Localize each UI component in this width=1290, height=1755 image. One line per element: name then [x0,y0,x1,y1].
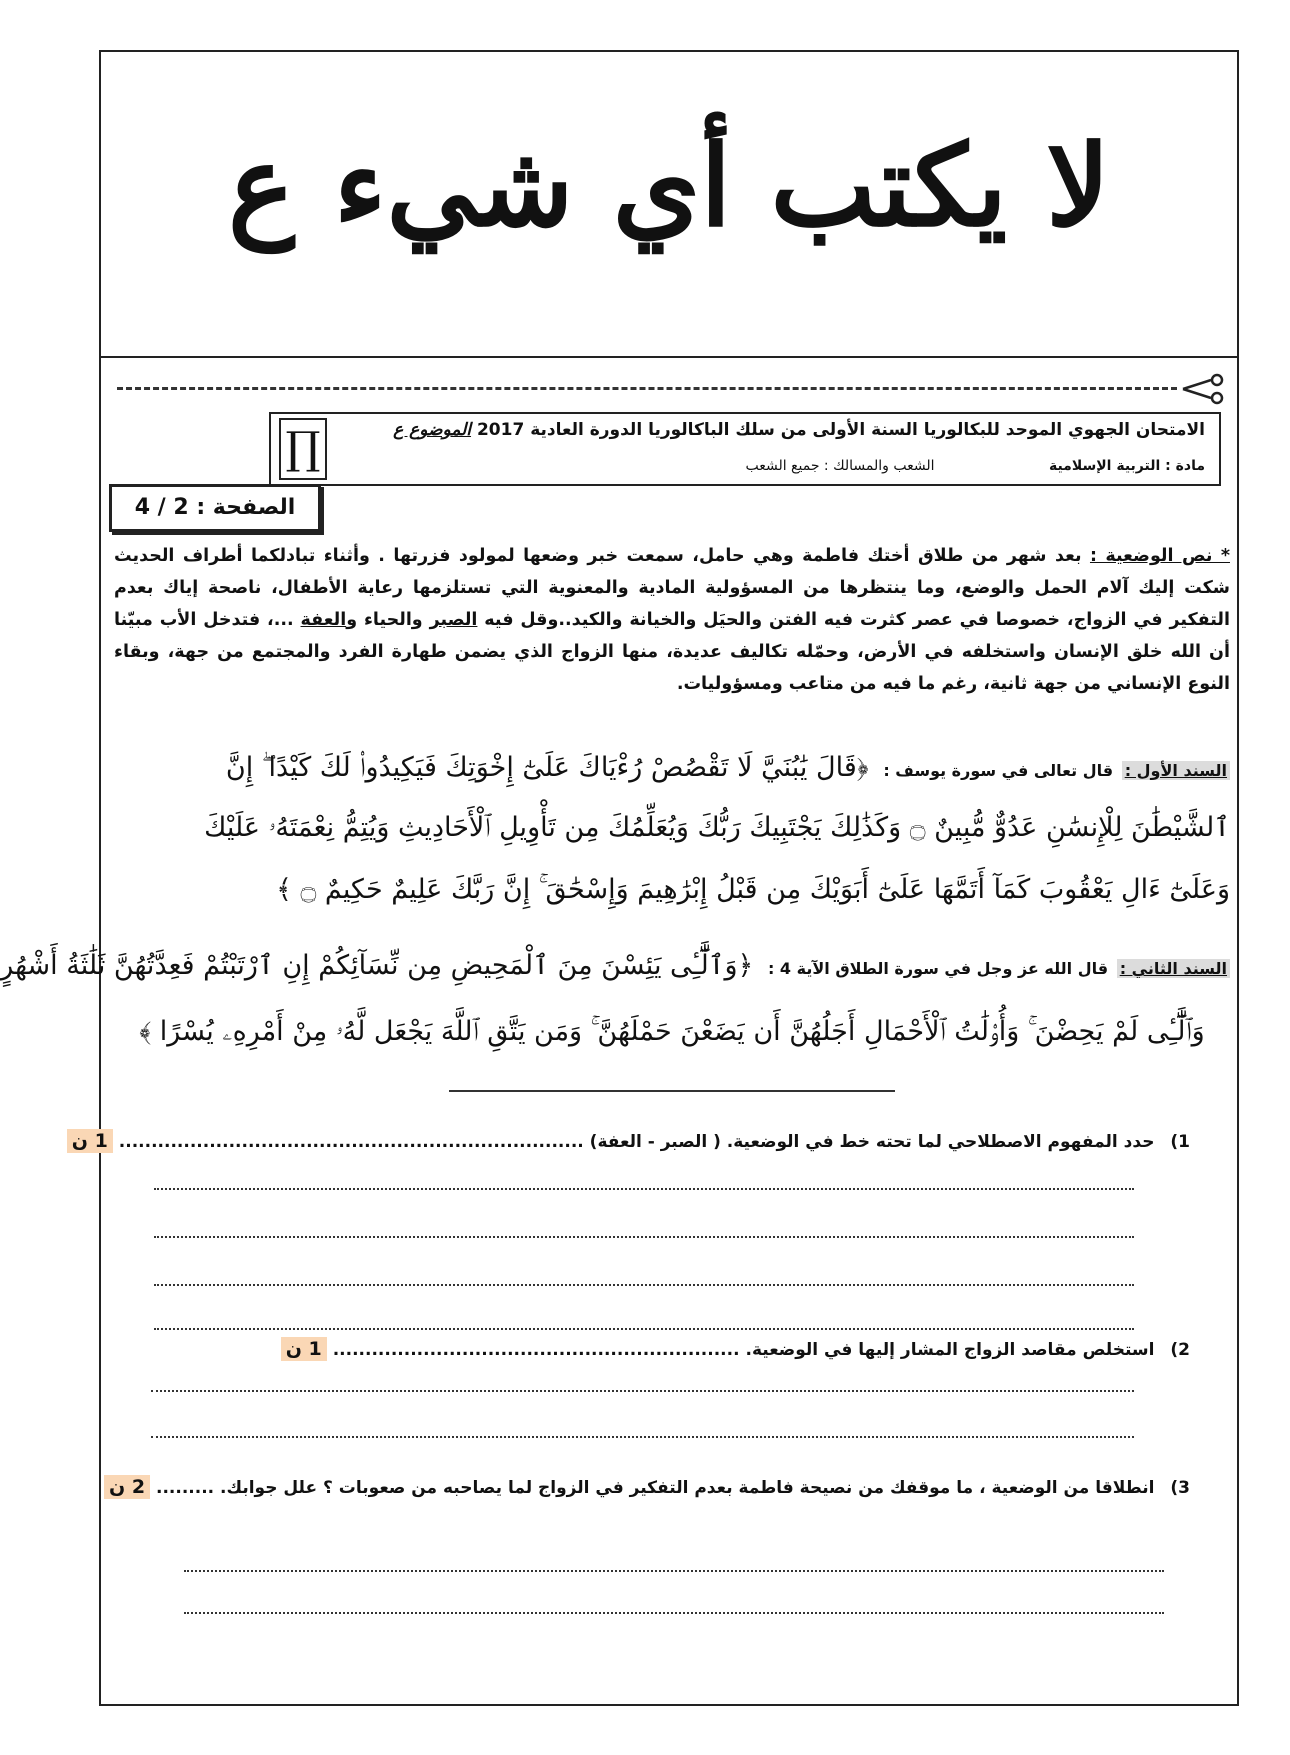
underlined-sabr: الصبر [429,610,478,630]
answer-line[interactable] [154,1328,1134,1330]
sanad1-verse-2: ٱلشَّيْطَٰنَ لِلْإِنسَٰنِ عَدُوٌّ مُّبِينٌ ۝ وَكَذَٰلِكَ يَجْتَبِيكَ رَبُّكَ وَيُعَلِّمُكَ مِن تَأْوِيلِ ٱلْأَحَادِيثِ وَيُتِمُّ نِعْمَتَهُۥ عَلَيْكَ [204,812,1230,843]
exam-title: الامتحان الجهوي الموحد للبكالوريا السنة الأولى من سلك الباكالوريا الدورة العادية 2017 [476,420,1205,440]
answer-line[interactable] [154,1284,1134,1286]
sanad2-verse-2: وَٱلَّٰٓـِٔى لَمْ يَحِضْنَ ۚ وَأُو۟لَٰتُ ٱلْأَحْمَالِ أَجَلُهُنَّ أَن يَضَعْنَ حَمْلَهُنَّ ۚ وَمَن يَتَّقِ ٱللَّهَ يَجْعَل لَّهُۥ مِنْ أَمْرِهِۦ يُسْرًا ﴾ [139,1016,1205,1047]
situation-text [114,540,1230,700]
exam-header-sub-row [341,458,1205,474]
situation-part3: ...، فتدخل الأب مبيّنا أن الله خلق الإنسان واستخلفه في الأرض، وحمّله تكاليف عديدة، منها الزواج الذي يضمن طهارة الفرد والمجتمع من جهة، وبقاء النوع الإنساني من جهة ثانية، رغم ما فيه من متاعب ومسؤوليات. [114,610,1230,694]
exam-header-title-row [341,420,1205,440]
question-3-text: انطلاقا من الوضعية ، ما موقفك من نصيحة فاطمة بعدم التفكير في الزواج لما يصاحبه من صعوبات ؟ علل جوابك. [214,1478,1155,1498]
scissors-icon [1181,374,1227,404]
question-1-dots: ........................................................................ [118,1132,584,1152]
sanad1-line1 [114,752,1230,784]
sanad1-label: السند الأول : [1122,761,1230,780]
question-2-dots: ............................................................... [332,1340,740,1360]
situation-part2: والحياء و [346,610,430,630]
exam-symbol: ∏ [279,418,327,480]
page-number-box: الصفحة : 2 / 4 [109,484,321,532]
question-1-text: حدد المفهوم الاصطلاحي لما تحته خط في الوضعية. ( الصبر - العفة) [583,1132,1155,1152]
sanad1-intro: قال تعالى في سورة يوسف : [883,761,1114,780]
dashed-divider [117,387,1177,390]
situation-label: * نص الوضعية : [1089,546,1230,566]
sanad2-verse-1: ﴿وَٱلَّٰٓـِٔى يَئِسْنَ مِنَ ٱلْمَحِيضِ مِن نِّسَآئِكُمْ إِنِ ٱرْتَبْتُمْ فَعِدَّتُهُنَّ ثَلَٰثَةُ أَشْهُرٍ [0,950,754,981]
answer-line[interactable] [151,1436,1134,1438]
exam-streams: الشعب والمسالك : جميع الشعب [745,458,935,474]
exam-header [269,412,1221,486]
sanad1-line2 [114,812,1230,844]
exam-id: الموضوع ع [393,420,472,440]
answer-line[interactable] [154,1188,1134,1190]
question-1 [71,1130,1190,1152]
section-separator [449,1090,895,1092]
question-2-number: 2) [1170,1340,1190,1360]
underlined-iffa: العفة [300,610,347,630]
answer-line[interactable] [151,1390,1134,1392]
question-3-dots: ......... [156,1478,215,1498]
answer-line[interactable] [154,1236,1134,1238]
no-write-box [99,50,1239,358]
sanad2-intro: قال الله عز وجل في سورة الطلاق الآية 4 : [767,959,1109,978]
situation-part1: بعد شهر من طلاق أختك فاطمة وهي حامل، سمعت خبر وضعها لمولود فزرتها . وأثناء تبادلكما أطراف الحديث شكت إليك آلام الحمل والوضع، وما ينتظرها من المسؤولية المادية والمعنوية التي تستلزمها رعاية الأطفال، ناصحة إياك بعدم التفكير في الزواج، خصوصا في عصر كثرت فيه الفتن والحيَل والخيانة والكيد..وقل فيه [114,546,1230,630]
no-write-warning: لا يكتب أي شيء ع [227,121,1111,252]
question-3 [109,1476,1190,1498]
question-3-points: 2 ن [104,1475,150,1499]
sanad1-verse-1: ﴿قَالَ يَٰبُنَيَّ لَا تَقْصُصْ رُءْيَاكَ عَلَىٰٓ إِخْوَتِكَ فَيَكِيدُوا۟ لَكَ كَيْدًا ۖ إِنَّ [225,752,869,783]
cut-line [117,374,1227,404]
question-1-points: 1 ن [67,1129,113,1153]
answer-line[interactable] [184,1570,1164,1572]
sanad1-line3 [114,874,1230,906]
sanad2-label: السند الثاني : [1117,959,1230,978]
question-2-points: 1 ن [281,1337,327,1361]
answer-line[interactable] [184,1612,1164,1614]
question-1-number: 1) [1170,1132,1190,1152]
sanad2-line2 [114,1016,1230,1048]
question-2 [130,1338,1190,1360]
question-3-number: 3) [1170,1478,1190,1498]
exam-subject: مادة : التربية الإسلامية [1048,458,1205,474]
sanad2-line1 [0,950,1230,981]
sanad1-verse-3: وَعَلَىٰٓ ءَالِ يَعْقُوبَ كَمَآ أَتَمَّهَا عَلَىٰٓ أَبَوَيْكَ مِن قَبْلُ إِبْرَٰهِيمَ وَإِسْحَٰقَ ۚ إِنَّ رَبَّكَ عَلِيمٌ حَكِيمٌ ۝ ﴾ [276,874,1230,905]
question-2-text: استخلص مقاصد الزواج المشار إليها في الوضعية. [739,1340,1155,1360]
